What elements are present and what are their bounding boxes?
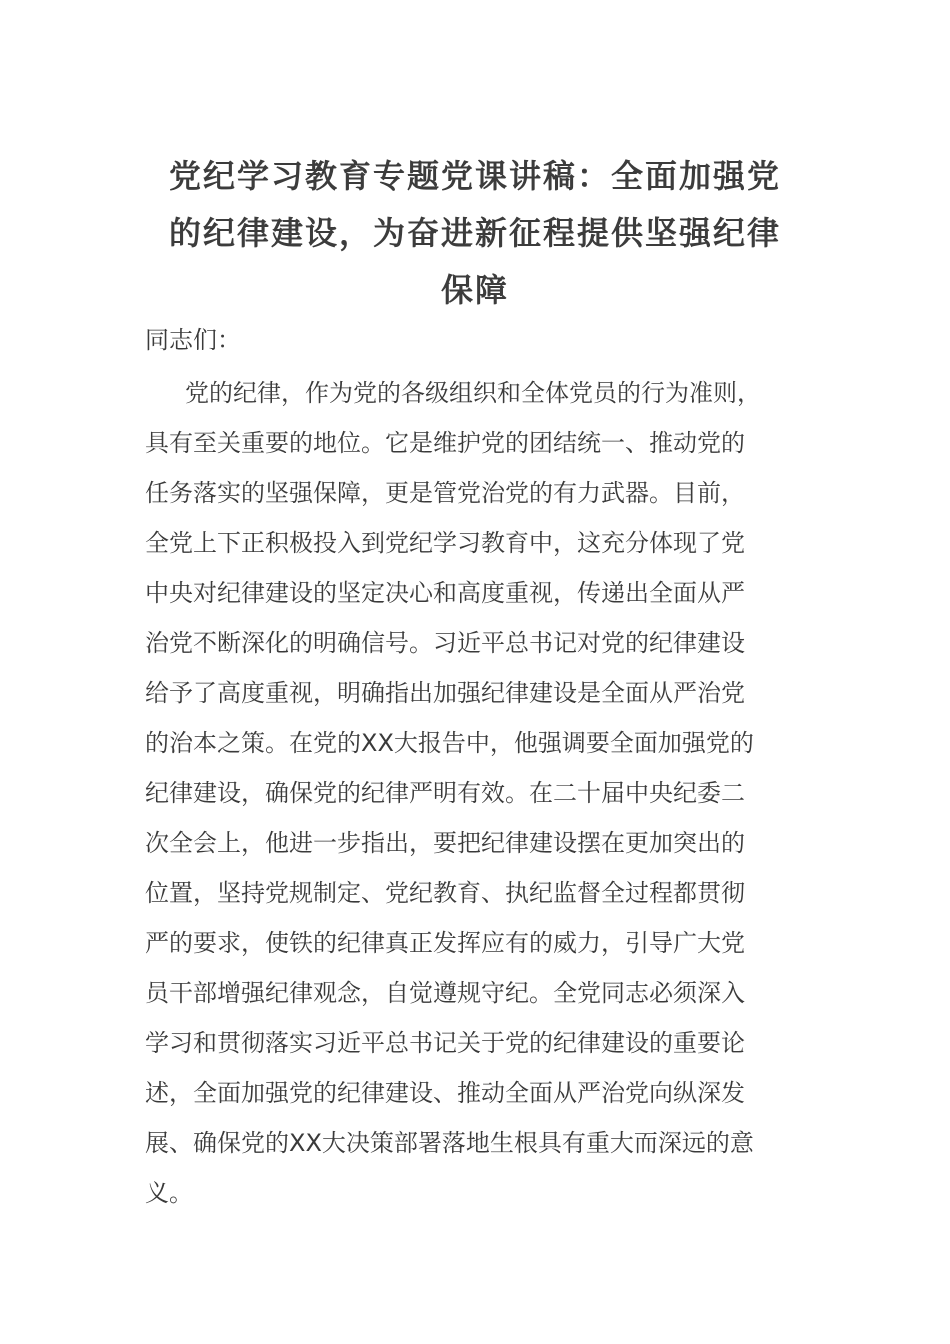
paragraph-line: 全党上下正积极投入到党纪学习教育中，这充分体现了党 [145, 529, 745, 557]
paragraph-line: 具有至关重要的地位。它是维护党的团结统一、推动党的 [145, 429, 745, 457]
title-line: 党纪学习教育专题党课讲稿：全面加强党 [168, 157, 781, 195]
paragraph-line: 员干部增强纪律观念，自觉遵规守纪。全党同志必须深入 [145, 979, 745, 1007]
paragraph-line: 位置，坚持党规制定、党纪教育、执纪监督全过程都贯彻 [145, 879, 745, 907]
salutation: 同志们： [145, 326, 241, 354]
paragraph-line: 次全会上，他进一步指出，要把纪律建设摆在更加突出的 [145, 829, 745, 857]
paragraph-line: 学习和贯彻落实习近平总书记关于党的纪律建设的重要论 [145, 1029, 745, 1057]
paragraph-line: 纪律建设，确保党的纪律严明有效。在二十届中央纪委二 [145, 779, 745, 807]
paragraph-line: 述，全面加强党的纪律建设、推动全面从严治党向纵深发 [145, 1079, 745, 1107]
document-title [145, 148, 805, 319]
paragraph-line: 中央对纪律建设的坚定决心和高度重视，传递出全面从严 [145, 579, 745, 607]
paragraph-line: 任务落实的坚强保障，更是管党治党的有力武器。目前， [145, 479, 745, 507]
paragraph-line: 展、确保党的XX大决策部署落地生根具有重大而深远的意 [145, 1129, 754, 1157]
paragraph-line: 义。 [145, 1179, 193, 1207]
paragraph-line: 党的纪律，作为党的各级组织和全体党员的行为准则， [185, 379, 761, 407]
paragraph-line: 严的要求，使铁的纪律真正发挥应有的威力，引导广大党 [145, 929, 745, 957]
paragraph-line: 给予了高度重视，明确指出加强纪律建设是全面从严治党 [145, 679, 745, 707]
paragraph-line: 的治本之策。在党的XX大报告中，他强调要全面加强党的 [145, 729, 754, 757]
title-line: 的纪律建设，为奋进新征程提供坚强纪律 [168, 214, 781, 252]
body-paragraph [145, 368, 810, 1218]
paragraph-line: 治党不断深化的明确信号。习近平总书记对党的纪律建设 [145, 629, 745, 657]
title-line: 保障 [440, 271, 509, 309]
